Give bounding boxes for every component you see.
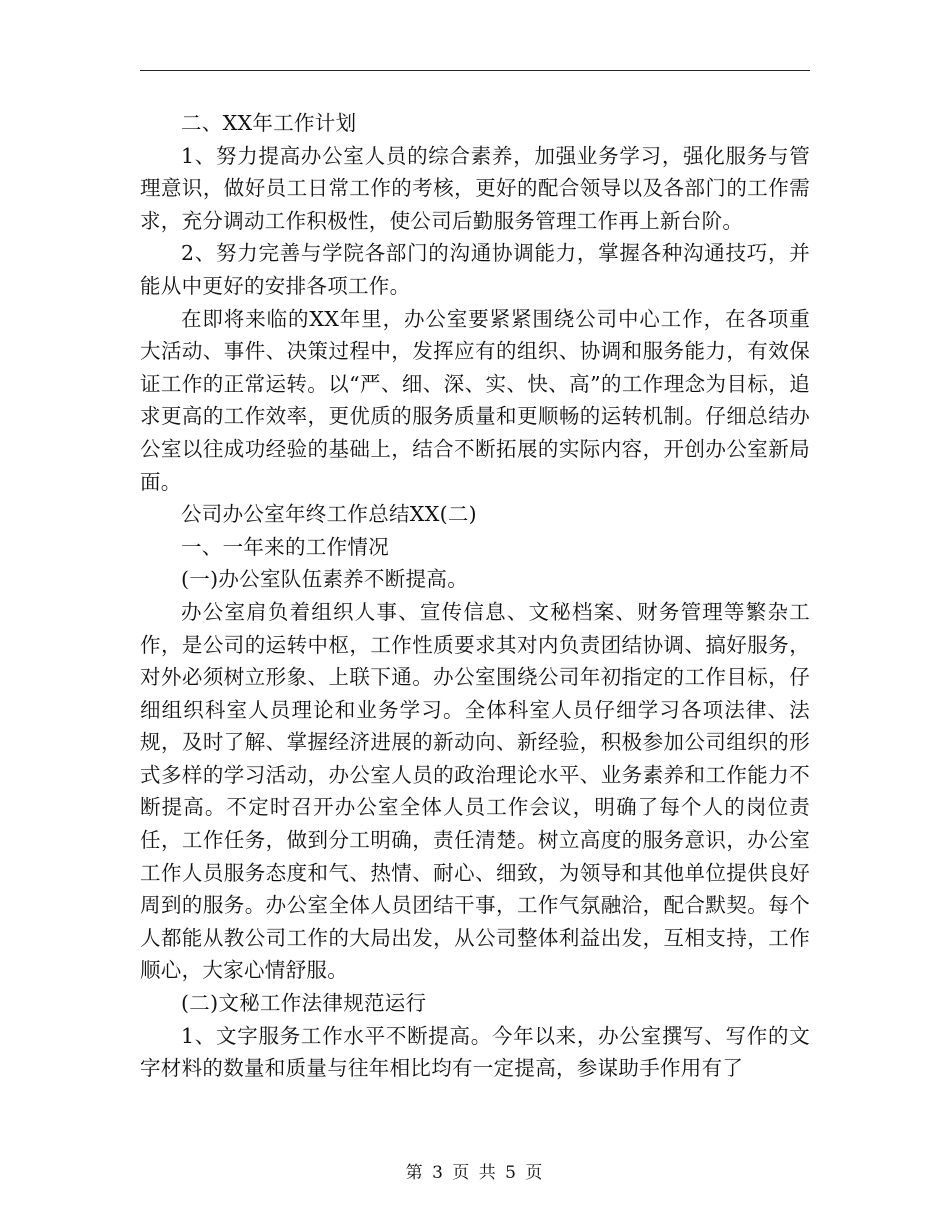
page-number-footer: 第 3 页 共 5 页 (405, 1163, 545, 1183)
section-heading-plan: 二、XX年工作计划 (181, 111, 357, 135)
subsection-heading: (二)文秘工作法律规范运行 (181, 991, 427, 1016)
document-body (140, 107, 810, 1085)
paragraph: 1、文字服务工作水平不断提高。今年以来，办公室撰写、写作的文字材料的数量和质量与往年相比均有一定提高，参谋助手作用有了 (140, 1023, 810, 1081)
header-rule (140, 70, 810, 71)
document-subtitle: 公司办公室年终工作总结XX(二) (181, 502, 477, 527)
paragraph: 1、努力提高办公室人员的综合素养，加强业务学习，强化服务与管理意识，做好员工日常工作的考核，更好的配合领导以及各部门的工作需求，充分调动工作积极性，使公司后勤服务管理工作再上新台阶。 (140, 143, 810, 233)
paragraph: 办公室肩负着组织人事、宣传信息、文秘档案、财务管理等繁杂工作，是公司的运转中枢，工作性质要求其对内负责团结协调、搞好服务，对外必须树立形象、上联下通。办公室围绕公司年初指定的工作目标，仔细组织科室人员理论和业务学习。全体科室人员仔细学习各项法律、法规，及时了解、掌握经济进展的新动向、新经验，积极参加公司组织的形式多样的学习活动，办公室人员的政治理论水平、业务素养和工作能力不断提高。不定时召开办公室全体人员工作会议，明确了每个人的岗位责任，工作任务，做到分工明确，责任清楚。树立高度的服务意识，办公室工作人员服务态度和气、热情、耐心、细致，为领导和其他单位提供良好周到的服务。办公室全体人员团结干事，工作气氛融洽，配合默契。每个人都能从教公司工作的大局出发，从公司整体利益出发，互相支持，工作顺心，大家心情舒服。 (140, 599, 810, 983)
subsection-heading: (一)办公室队伍素养不断提高。 (181, 567, 468, 592)
section-heading: 一、一年来的工作情况 (181, 534, 389, 559)
paragraph: 在即将来临的XX年里，办公室要紧紧围绕公司中心工作，在各项重大活动、事件、决策过程中，发挥应有的组织、协调和服务能力，有效保证工作的正常运转。以“严、细、深、实、快、高”的工作理念为目标，追求更高的工作效率，更优质的服务质量和更顺畅的运转机制。仔细总结办公室以往成功经验的基础上，结合不断拓展的实际内容，开创办公室新局面。 (140, 306, 810, 494)
paragraph: 2、努力完善与学院各部门的沟通协调能力，掌握各种沟通技巧，并能从中更好的安排各项工作。 (140, 241, 810, 298)
